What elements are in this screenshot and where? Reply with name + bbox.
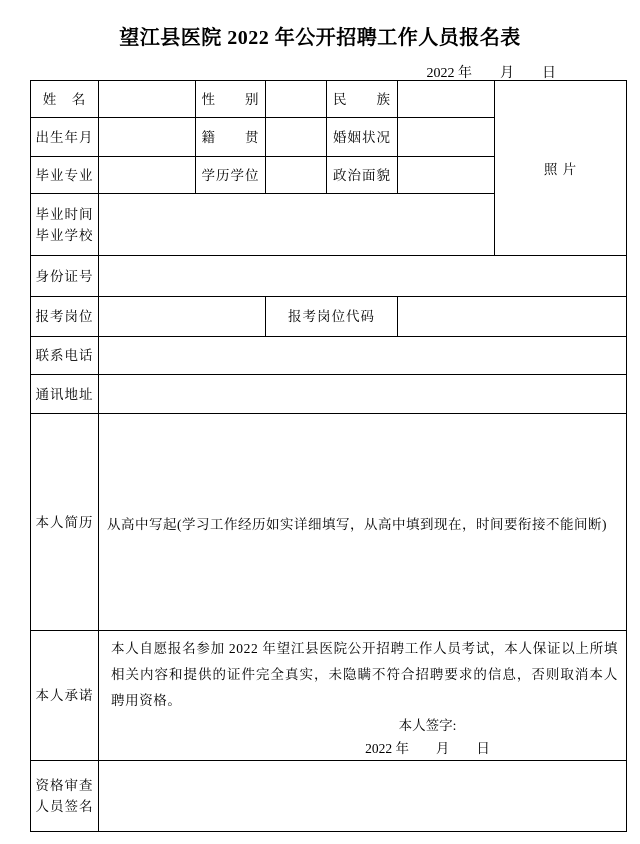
native-place-value-cell[interactable] — [266, 118, 327, 157]
position-code-value-cell[interactable] — [398, 297, 627, 337]
table-row — [31, 256, 627, 297]
resume-hint-text: 从高中写起(学习工作经历如实详细填写，从高中填到现在，时间要衔接不能间断) — [107, 516, 607, 532]
position-value-cell[interactable] — [99, 297, 266, 337]
pledge-content-cell[interactable] — [99, 631, 627, 761]
major-label: 毕业专业 — [31, 157, 99, 194]
graduation-value-cell[interactable] — [99, 194, 495, 256]
reviewer-label — [31, 761, 99, 832]
ethnicity-value-cell[interactable] — [398, 81, 495, 118]
political-status-value-cell[interactable] — [398, 157, 495, 194]
name-label: 姓 名 — [31, 81, 99, 118]
reviewer-label-line2: 人员签名 — [35, 799, 94, 814]
id-number-value-cell[interactable] — [99, 256, 627, 297]
major-value-cell[interactable] — [99, 157, 196, 194]
photo-label: 照 片 — [543, 162, 578, 177]
table-row — [31, 375, 627, 414]
mailing-address-value-cell[interactable] — [99, 375, 627, 414]
signature-label: 本人签字: — [398, 718, 457, 733]
education-degree-label: 学历学位 — [196, 157, 266, 194]
resume-label: 本人简历 — [31, 414, 99, 631]
education-degree-value-cell[interactable] — [266, 157, 327, 194]
page-title: 望江县医院 2022 年公开招聘工作人员报名表 — [119, 27, 521, 49]
table-row — [31, 337, 627, 375]
table-row — [31, 297, 627, 337]
birth-date-label: 出生年月 — [31, 118, 99, 157]
resume-content-cell[interactable] — [99, 414, 627, 631]
table-row — [31, 81, 627, 118]
photo-cell[interactable] — [495, 81, 627, 256]
application-form-table — [30, 80, 627, 832]
graduation-time-label: 毕业时间 — [35, 206, 94, 222]
graduation-label — [31, 194, 99, 256]
phone-label: 联系电话 — [31, 337, 99, 375]
gender-label: 性 别 — [196, 81, 266, 118]
header-date: 2022 年 月 日 — [426, 66, 556, 81]
birth-date-value-cell[interactable] — [99, 118, 196, 157]
political-status-label: 政治面貌 — [327, 157, 398, 194]
position-label: 报考岗位 — [31, 297, 99, 337]
ethnicity-label: 民 族 — [327, 81, 398, 118]
table-row — [31, 414, 627, 631]
position-code-label: 报考岗位代码 — [266, 297, 398, 337]
native-place-label: 籍 贯 — [196, 118, 266, 157]
mailing-address-label: 通讯地址 — [31, 375, 99, 414]
marital-status-value-cell[interactable] — [398, 118, 495, 157]
reviewer-label-line1: 资格审查 — [35, 778, 94, 793]
graduation-school-label: 毕业学校 — [35, 227, 94, 243]
phone-value-cell[interactable] — [99, 337, 627, 375]
table-row — [31, 761, 627, 832]
table-row — [31, 631, 627, 761]
reviewer-signature-cell[interactable] — [99, 761, 627, 832]
pledge-text: 本人自愿报名参加 2022 年望江县医院公开招聘工作人员考试，本人保证以上所填相关内容和提供的证件完全真实，未隐瞒不符合招聘要求的信息，否则取消本人聘用资格。 — [111, 641, 618, 708]
marital-status-label: 婚姻状况 — [327, 118, 398, 157]
name-value-cell[interactable] — [99, 81, 196, 118]
pledge-label: 本人承诺 — [31, 631, 99, 761]
id-number-label: 身份证号 — [31, 256, 99, 297]
signature-date: 2022 年 月 日 — [365, 741, 490, 756]
gender-value-cell[interactable] — [266, 81, 327, 118]
